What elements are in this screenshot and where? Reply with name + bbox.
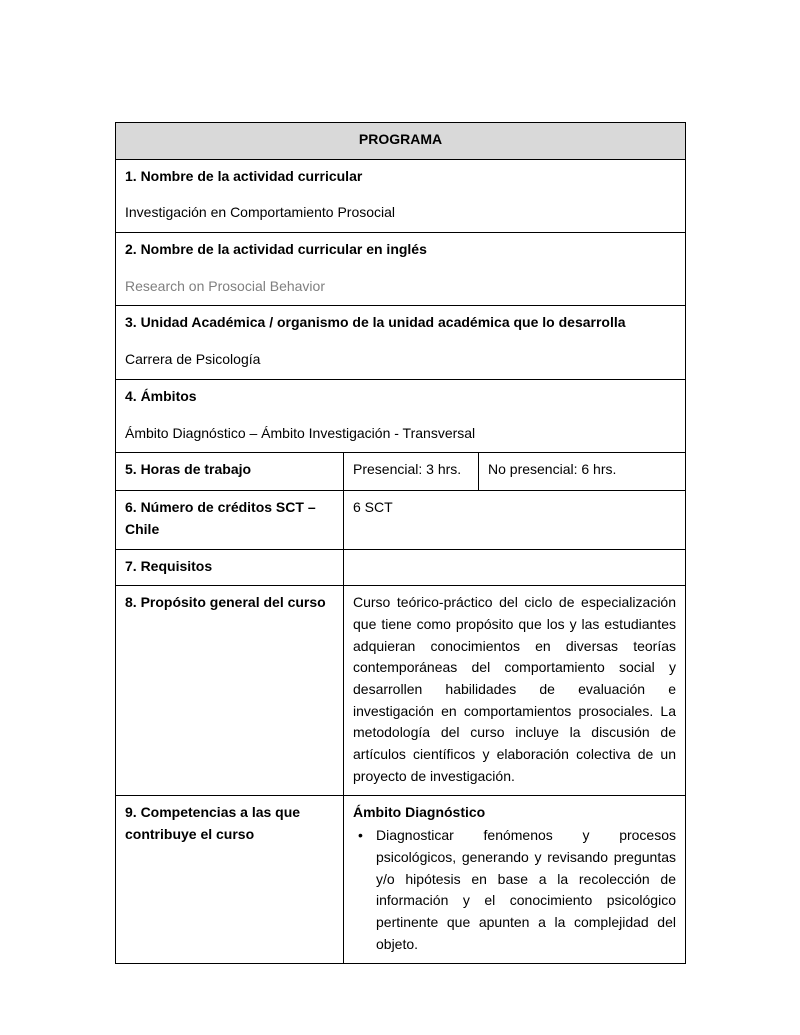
program-table	[115, 122, 686, 964]
row9-bullet-item: • Diagnosticar fenómenos y procesos psicológicos, generando y revisando preguntas y/o hipótesis en base a la recolección de información y el conocimiento psicológico pertinente que apunten a la complejidad del objeto.	[353, 825, 676, 955]
table-row	[116, 159, 686, 232]
row6-value: 6 SCT	[344, 491, 686, 549]
row2-label: 2. Nombre de la actividad curricular en inglés	[125, 241, 427, 258]
table-row	[116, 491, 686, 549]
row9-label: 9. Competencias a las que contribuye el curso	[125, 804, 301, 843]
table-row	[116, 586, 686, 796]
row3-value: Carrera de Psicología	[125, 351, 261, 368]
row6-label: 6. Número de créditos SCT – Chile	[125, 499, 316, 537]
row4-value: Ámbito Diagnóstico – Ámbito Investigación - Transversal	[125, 424, 476, 441]
table-row	[116, 306, 686, 379]
row9-section-heading: Ámbito Diagnóstico	[353, 804, 486, 821]
row4-label: 4. Ámbitos	[125, 387, 197, 404]
row8-label: 8. Propósito general del curso	[125, 594, 326, 611]
row1-label: 1. Nombre de la actividad curricular	[125, 167, 363, 184]
row1-value: Investigación en Comportamiento Prosocial	[125, 204, 396, 221]
row2-value: Research on Prosocial Behavior	[125, 277, 325, 294]
table-row	[116, 233, 686, 306]
table-row	[116, 453, 686, 491]
row5-no-presencial: No presencial: 6 hrs.	[479, 453, 686, 491]
row5-presencial: Presencial: 3 hrs.	[344, 453, 479, 491]
table-title: PROGRAMA	[116, 123, 686, 160]
table-row	[116, 379, 686, 452]
table-row	[116, 796, 686, 964]
row7-label: 7. Requisitos	[125, 557, 213, 574]
row3-label: 3. Unidad Académica / organismo de la unidad académica que lo desarrolla	[125, 314, 626, 331]
table-row	[116, 549, 686, 586]
row7-value	[344, 549, 686, 586]
table-header-row	[116, 123, 686, 160]
row8-value: Curso teórico-práctico del ciclo de especialización que tiene como propósito que los y las estudiantes adquieran conocimientos en diversas teorías contemporáneas del comportamiento social y desarrollen habilidades de evaluación e investigación en comportamientos prosociales. La metodología del curso incluye la discusión de artículos científicos y elaboración colectiva de un proyecto de investigación.	[344, 586, 686, 796]
row5-label: 5. Horas de trabajo	[125, 461, 252, 478]
